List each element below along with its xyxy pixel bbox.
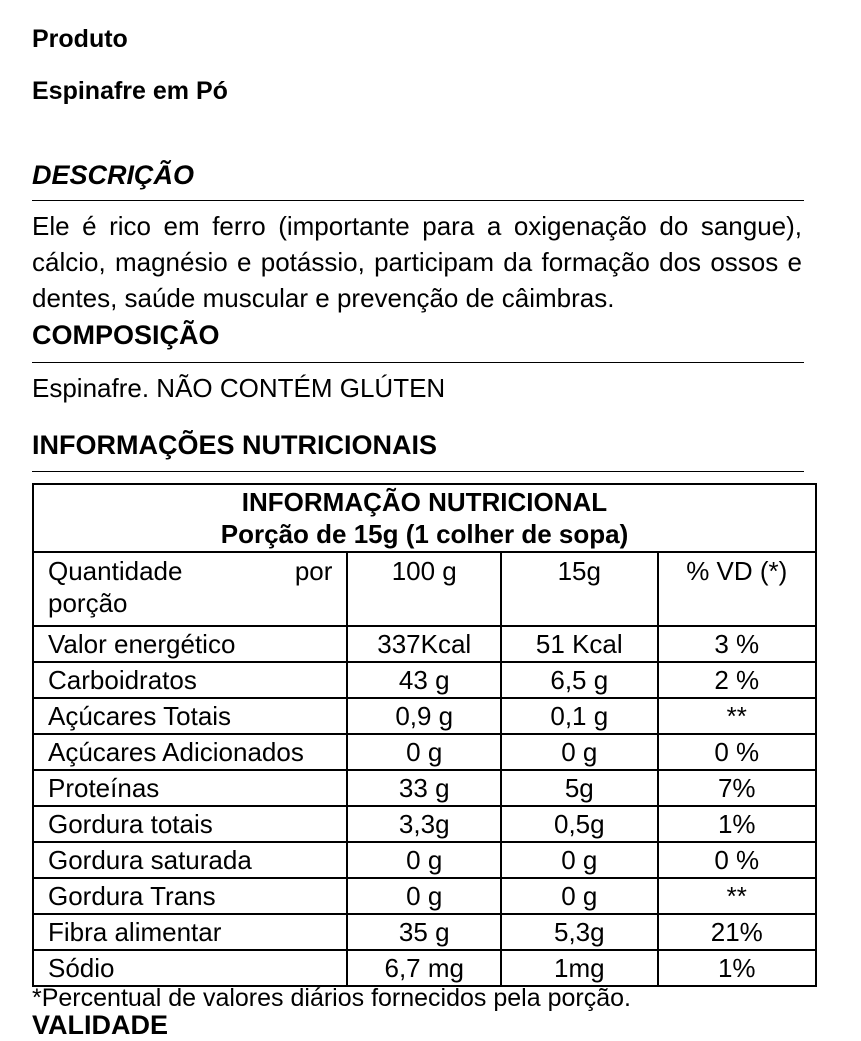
value-per-15g: 0 g bbox=[501, 734, 657, 770]
table-row bbox=[33, 626, 816, 662]
value-per-100g: 0 g bbox=[347, 842, 501, 878]
value-per-100g: 33 g bbox=[347, 770, 501, 806]
table-row bbox=[33, 734, 816, 770]
value-per-100g: 0,9 g bbox=[347, 698, 501, 734]
nutrient-name: Açúcares Adicionados bbox=[33, 734, 347, 770]
value-per-15g: 5,3g bbox=[501, 914, 657, 950]
nutrient-name: Sódio bbox=[33, 950, 347, 986]
table-row bbox=[33, 878, 816, 914]
header-per-100g: 100 g bbox=[347, 552, 501, 626]
value-per-15g: 0,5g bbox=[501, 806, 657, 842]
nutrition-divider bbox=[32, 471, 804, 472]
description-heading: DESCRIÇÃO bbox=[32, 160, 195, 190]
nutrient-name: Proteínas bbox=[33, 770, 347, 806]
nutrient-name: Gordura saturada bbox=[33, 842, 347, 878]
composition-divider bbox=[32, 362, 804, 363]
header-quantity-label: Quantidade bbox=[48, 556, 183, 586]
nutrient-name: Gordura Trans bbox=[33, 878, 347, 914]
value-per-100g: 0 g bbox=[347, 734, 501, 770]
nutrient-name: Gordura totais bbox=[33, 806, 347, 842]
table-title: INFORMAÇÃO NUTRICIONAL bbox=[241, 487, 608, 517]
value-per-15g: 51 Kcal bbox=[501, 626, 657, 662]
value-per-100g: 3,3g bbox=[347, 806, 501, 842]
table-header-row bbox=[33, 552, 816, 626]
product-label: Produto bbox=[32, 25, 128, 53]
value-per-15g: 0,1 g bbox=[501, 698, 657, 734]
nutrient-name: Carboidratos bbox=[33, 662, 347, 698]
header-quantity bbox=[33, 552, 347, 626]
header-quantity-portion: porção bbox=[48, 588, 128, 618]
value-per-15g: 6,5 g bbox=[501, 662, 657, 698]
value-per-100g: 6,7 mg bbox=[347, 950, 501, 986]
nutrient-name: Valor energético bbox=[33, 626, 347, 662]
header-quantity-per: por bbox=[294, 556, 333, 586]
value-per-100g: 43 g bbox=[347, 662, 501, 698]
value-per-100g: 0 g bbox=[347, 878, 501, 914]
product-name: Espinafre em Pó bbox=[32, 77, 228, 105]
value-vd: 0 % bbox=[658, 734, 816, 770]
value-vd: 1% bbox=[658, 950, 816, 986]
value-per-100g: 35 g bbox=[347, 914, 501, 950]
table-row bbox=[33, 662, 816, 698]
table-row bbox=[33, 770, 816, 806]
table-row bbox=[33, 698, 816, 734]
value-vd: 3 % bbox=[658, 626, 816, 662]
table-row bbox=[33, 806, 816, 842]
table-footnote: *Percentual de valores diários fornecidos pela porção. bbox=[32, 984, 631, 1012]
description-text: Ele é rico em ferro (importante para a oxigenação do sangue), cálcio, magnésio e potássio, participam da formação dos ossos e dentes, saúde muscular e prevenção de câimbras. bbox=[32, 211, 802, 313]
nutrition-table-title bbox=[33, 484, 816, 552]
nutrient-name: Fibra alimentar bbox=[33, 914, 347, 950]
value-vd: 0 % bbox=[658, 842, 816, 878]
composition-text: Espinafre. NÃO CONTÉM GLÚTEN bbox=[32, 373, 446, 403]
nutrition-table bbox=[32, 483, 817, 987]
value-vd: 21% bbox=[658, 914, 816, 950]
table-row bbox=[33, 842, 816, 878]
description-divider bbox=[32, 200, 804, 201]
value-per-15g: 1mg bbox=[501, 950, 657, 986]
table-row bbox=[33, 950, 816, 986]
header-per-15g: 15g bbox=[501, 552, 657, 626]
table-row bbox=[33, 914, 816, 950]
value-per-15g: 0 g bbox=[501, 842, 657, 878]
table-subtitle: Porção de 15g (1 colher de sopa) bbox=[220, 519, 629, 549]
composition-heading: COMPOSIÇÃO bbox=[32, 320, 220, 350]
value-per-15g: 0 g bbox=[501, 878, 657, 914]
value-vd: ** bbox=[658, 878, 816, 914]
value-per-100g: 337Kcal bbox=[347, 626, 501, 662]
validity-heading: VALIDADE bbox=[32, 1010, 169, 1040]
nutrient-name: Açúcares Totais bbox=[33, 698, 347, 734]
value-vd: 7% bbox=[658, 770, 816, 806]
value-vd: 1% bbox=[658, 806, 816, 842]
value-per-15g: 5g bbox=[501, 770, 657, 806]
value-vd: 2 % bbox=[658, 662, 816, 698]
value-vd: ** bbox=[658, 698, 816, 734]
header-vd: % VD (*) bbox=[658, 552, 816, 626]
nutrition-heading: INFORMAÇÕES NUTRICIONAIS bbox=[32, 430, 437, 460]
